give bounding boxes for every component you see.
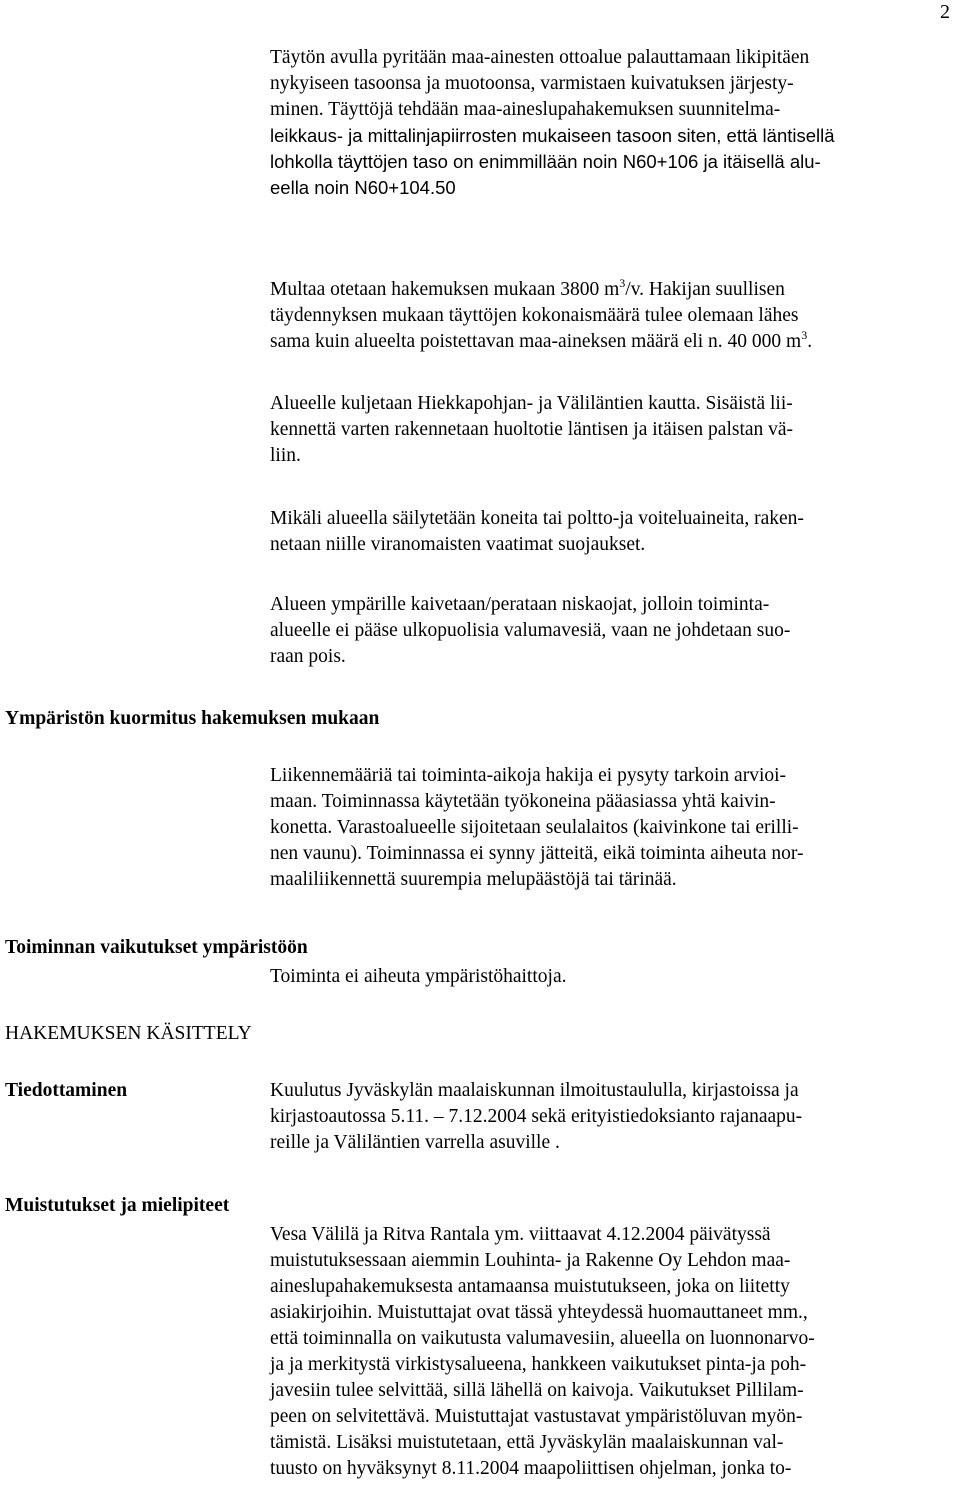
text-line: maan. Toiminnassa käytetään työkoneina pääasiassa yhtä kaivin- [270, 791, 776, 812]
page-number: 2 [940, 1, 950, 23]
text-line: täydennyksen mukaan täyttöjen kokonaismäärä tulee olemaan lähes [270, 305, 799, 326]
section-heading-environmental-effects: Toiminnan vaikutukset ympäristöön [5, 937, 308, 958]
text-line: Liikennemääriä tai toiminta-aikoja hakija ei pysyty tarkoin arvioi- [270, 765, 787, 786]
text-line: alueelle ei pääse ulkopuolisia valumavesiä, vaan ne johdetaan suo- [270, 620, 791, 641]
paragraph-fill-plan [270, 45, 942, 201]
text-fragment: . [807, 331, 813, 352]
paragraph-objection-details [270, 1222, 942, 1482]
text-line: leikkaus- ja mittalinjapiirrosten mukaiseen tasoon siten, että läntisellä [270, 125, 835, 146]
paragraph-machinery-storage [270, 506, 942, 558]
text-line: muistutuksessaan aiemmin Louhinta- ja Rakenne Oy Lehdon maa- [270, 1250, 791, 1271]
text-line: että toiminnalla on vaikutusta valumavesiin, alueella on luonnonarvo- [270, 1328, 815, 1349]
text-fragment: /v. Hakijan suullisen [625, 279, 785, 300]
text-line: maaliliikennettä suurempia melupäästöjä tai tärinää. [270, 869, 677, 890]
text-line: peen on selvitettävä. Muistuttajat vastustavat ympäristöluvan myön- [270, 1406, 803, 1427]
text-line: nykyiseen tasoonsa ja muotoonsa, varmistaen kuivatuksen järjesty- [270, 73, 794, 94]
text-line: kirjastoautossa 5.11. – 7.12.2004 sekä erityistiedoksianto rajanaapu- [270, 1106, 803, 1127]
text-line: reille ja Väliläntien varrella asuville . [270, 1132, 560, 1153]
paragraph-traffic-noise [270, 763, 942, 893]
text-line: javesiin tulee selvittää, sillä lähellä on kaivoja. Vaikutukset Pillilam- [270, 1380, 804, 1401]
section-heading-environmental-load: Ympäristön kuormitus hakemuksen mukaan [5, 708, 380, 729]
text-line: Vesa Välilä ja Ritva Rantala ym. viittaavat 4.12.2004 päivätyssä [270, 1224, 771, 1245]
text-line: aineslupahakemuksesta antamaansa muistutukseen, joka on liitetty [270, 1276, 790, 1297]
text-line: Toiminta ei aiheuta ympäristöhaittoja. [270, 966, 567, 987]
text-line: asiakirjoihin. Muistuttajat ovat tässä yhteydessä huomauttaneet mm., [270, 1302, 808, 1323]
section-heading-application-processing: HAKEMUKSEN KÄSITTELY [5, 1023, 252, 1044]
text-line: eella noin N60+104.50 [270, 177, 456, 198]
section-heading-objections: Muistutukset ja mielipiteet [5, 1195, 230, 1216]
text-line: kennettä varten rakennetaan huoltotie läntisen ja itäisen palstan vä- [270, 419, 794, 440]
text-line: lohkolla täyttöjen taso on enimmillään noin N60+106 ja itäisellä alu- [270, 151, 821, 172]
text-line [270, 277, 942, 303]
text-line: tämistä. Lisäksi muistutetaan, että Jyväskylän maalaiskunnan val- [270, 1432, 784, 1453]
text-line: nen vaunu). Toiminnassa ei synny jätteitä, eikä toiminta aiheuta nor- [270, 843, 804, 864]
text-line: minen. Täyttöjä tehdään maa-aineslupahakemuksen suunnitelma- [270, 99, 781, 120]
paragraph-access-roads [270, 391, 942, 469]
superscript: 3 [619, 276, 626, 290]
text-fragment: sama kuin alueelta poistettavan maa-aineksen määrä eli n. 40 000 m [270, 331, 802, 352]
text-line: tuusto on hyväksynyt 8.11.2004 maapoliittisen ohjelman, jonka to- [270, 1458, 792, 1479]
paragraph-topsoil [270, 277, 942, 355]
text-line: raan pois. [270, 646, 346, 667]
text-line: Täytön avulla pyritään maa-ainesten ottoalue palauttamaan likipitäen [270, 47, 810, 68]
text-line: Mikäli alueella säilytetään koneita tai poltto-ja voiteluaineita, raken- [270, 508, 804, 529]
text-line: Alueen ympärille kaivetaan/perataan niskaojat, jolloin toiminta- [270, 594, 770, 615]
paragraph-ditches [270, 592, 942, 670]
text-line [270, 329, 942, 355]
text-line: Alueelle kuljetaan Hiekkapohjan- ja Väliläntien kautta. Sisäistä lii- [270, 393, 793, 414]
section-heading-informing: Tiedottaminen [5, 1080, 128, 1101]
text-fragment: Multaa otetaan hakemuksen mukaan 3800 m [270, 279, 620, 300]
text-line: Kuulutus Jyväskylän maalaiskunnan ilmoitustaululla, kirjastoissa ja [270, 1080, 799, 1101]
paragraph-no-harm [270, 964, 942, 990]
text-line: liin. [270, 445, 301, 466]
paragraph-announcement [270, 1078, 942, 1156]
text-line: netaan niille viranomaisten vaatimat suojaukset. [270, 534, 646, 555]
text-line: ja ja merkitystä virkistysalueena, hankkeen vaikutukset pinta-ja poh- [270, 1354, 807, 1375]
text-line: konetta. Varastoalueelle sijoitetaan seulalaitos (kaivinkone tai erilli- [270, 817, 799, 838]
superscript: 3 [801, 328, 808, 342]
